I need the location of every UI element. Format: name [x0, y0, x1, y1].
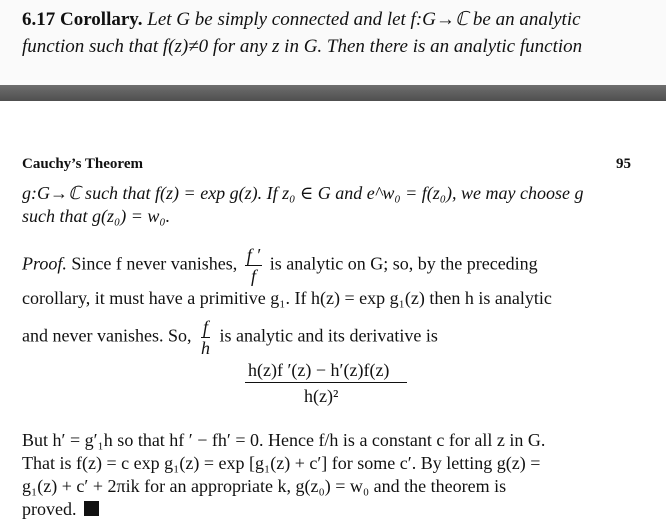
statement-line-2: such that g(z₀) = w₀.: [22, 206, 171, 226]
proof-line-1: [22, 246, 538, 285]
proof-line-7: [22, 499, 99, 520]
proof-line-3-before: and never vanishes. So,: [22, 325, 192, 346]
proof-line-5: That is f(z) = c exp g₁(z) = exp [g₁(z) + c′] for some c′. By letting g(z) =: [22, 453, 541, 473]
page-number: 95: [616, 156, 631, 172]
fraction-2-numerator: f: [202, 317, 208, 337]
proof-line-6: g₁(z) + c′ + 2πik for an appropriate k, g(z₀) = w₀ and the theorem is: [22, 476, 507, 496]
fraction-2-denominator: h: [200, 338, 210, 358]
fraction-f-prime-over-f: [245, 246, 262, 285]
proof-line-3-after: is analytic and its derivative is: [219, 325, 438, 346]
fraction-f-over-h: [199, 318, 212, 357]
corollary-text-1: Let G be simply connected and let f:G→ℂ be an analytic: [147, 9, 581, 30]
corollary-label: 6.17 Corollary.: [22, 9, 143, 30]
equation-fraction-bar: [245, 382, 407, 383]
corollary-line-2: function such that f(z)≠0 for any z in G. Then there is an analytic function: [22, 36, 583, 57]
qed-square-icon: [84, 501, 99, 516]
page-divider: [0, 85, 666, 101]
fraction-1-numerator: f ′: [246, 245, 261, 265]
proof-line-1-after: is analytic on G; so, by the preceding: [269, 253, 538, 274]
statement-line-1: g:G→ℂ such that f(z) = exp g(z). If z₀ ∈ G and e^w₀ = f(z₀), we may choose g: [22, 183, 584, 203]
proof-line-1-before: Since f never vanishes,: [71, 253, 238, 274]
equation-denominator: h(z)²: [304, 386, 339, 406]
running-head: Cauchy’s Theorem: [22, 156, 143, 172]
equation-numerator: h(z)f ′(z) − h′(z)f(z): [248, 360, 390, 380]
proof-label: Proof.: [22, 253, 67, 274]
fraction-1-denominator: f: [251, 266, 257, 286]
proof-line-3: [22, 318, 438, 357]
proof-line-4: But h′ = g′₁h so that hf ′ − fh′ = 0. Hence f/h is a constant c for all z in G.: [22, 430, 546, 450]
proof-line-2: corollary, it must have a primitive g₁. If h(z) = exp g₁(z) then h is analytic: [22, 288, 552, 308]
corollary-line-1: [22, 8, 581, 31]
proof-line-7-text: proved.: [22, 499, 77, 519]
